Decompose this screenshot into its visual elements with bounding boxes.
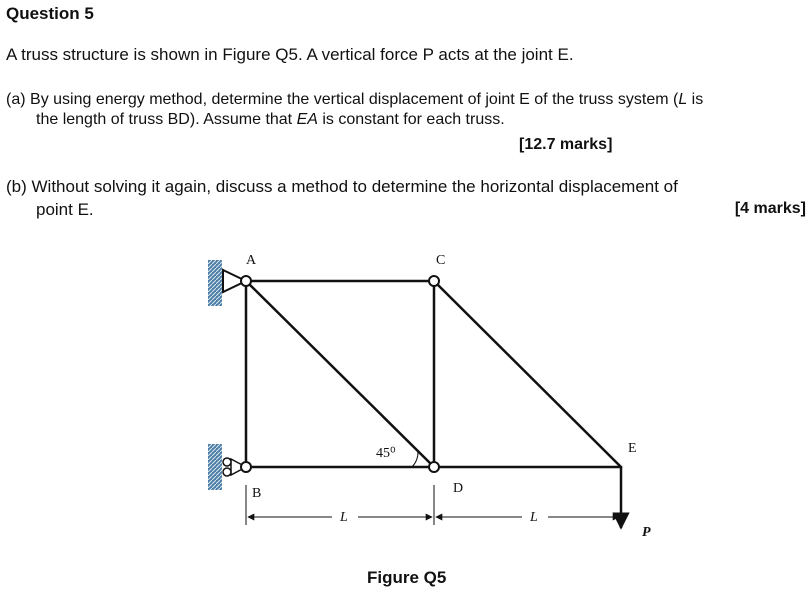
figure-caption: Figure Q5 [367,568,447,587]
part-a-text-2: the length of truss BD). Assume that [36,111,297,128]
label-joint-c: C [436,253,446,268]
label-joint-d: D [453,481,464,496]
member-ad [246,281,434,467]
label-joint-e: E [628,441,637,456]
part-a-var-ea: EA [296,111,318,128]
part-a-text-1b: is [687,91,704,108]
wall-support-top [208,260,222,306]
label-dim-right: L [530,510,538,525]
dimension-lines [246,485,621,525]
wall-support-bottom [208,444,222,490]
label-joint-a: A [246,253,257,268]
label-angle: 45⁰ [376,446,396,461]
part-a-label: (a) [6,91,26,108]
joint-b [241,462,251,472]
label-dim-left: L [340,510,348,525]
truss-members [246,281,621,467]
question-intro: A truss structure is shown in Figure Q5. A vertical force P acts at the joint E. [6,45,574,64]
part-a-marks: [12.7 marks] [519,136,613,153]
part-b-label: (b) [6,177,27,196]
label-joint-b: B [252,486,262,501]
joint-a [241,276,251,286]
part-b-marks: [4 marks] [734,200,806,217]
question-heading: Question 5 [6,4,94,23]
part-b-text-1: Without solving it again, discuss a method to determine the horizontal displacement of [31,177,678,196]
part-b-line-2: point E. [36,200,94,219]
joint-c [429,276,439,286]
label-load-p: P [642,525,651,540]
part-a-var-l: L [678,91,688,108]
angle-arc [412,451,418,467]
part-a-text-2b: is constant for each truss. [317,111,505,128]
part-a-text-1: By using energy method, determine the vertical displacement of joint E of the truss system ( [30,91,679,108]
joint-d [429,462,439,472]
member-ce [434,281,621,467]
